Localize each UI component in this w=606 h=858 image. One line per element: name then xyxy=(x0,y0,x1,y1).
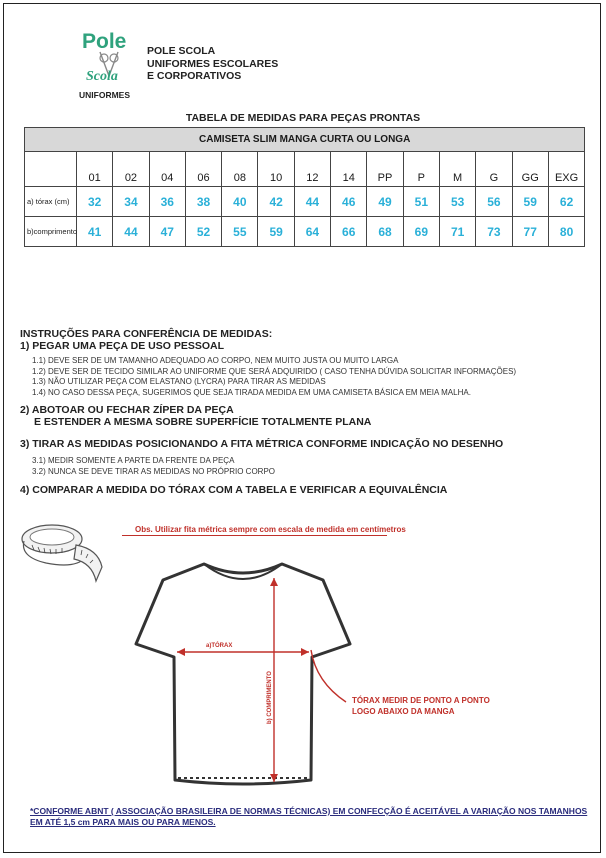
comprimento-row xyxy=(25,217,585,247)
obs-underline xyxy=(122,535,387,536)
step-1-1: 1.1) DEVE SER DE UM TAMANHO ADEQUADO AO CORPO, NEM MUITO JUSTA OU MUITO LARGA xyxy=(32,356,399,365)
size-header: EXG xyxy=(548,152,584,187)
size-header-row xyxy=(25,152,585,187)
size-header: 06 xyxy=(185,152,221,187)
torax-value: 46 xyxy=(331,187,367,217)
instructions-title: INSTRUÇÕES PARA CONFERÊNCIA DE MEDIDAS: xyxy=(20,328,273,340)
torax-value: 62 xyxy=(548,187,584,217)
brand-line-1: POLE SCOLA xyxy=(147,45,216,57)
size-header: 02 xyxy=(113,152,149,187)
torax-value: 56 xyxy=(476,187,512,217)
size-header: PP xyxy=(367,152,403,187)
logo-word-uniformes: UNIFORMES xyxy=(79,90,130,100)
tshirt-diagram xyxy=(128,552,358,797)
size-header: 01 xyxy=(77,152,113,187)
size-header: 12 xyxy=(294,152,330,187)
comprimento-value: 44 xyxy=(113,217,149,247)
brand-line-2: UNIFORMES ESCOLARES xyxy=(147,57,279,70)
step-2-line-1: 2) ABOTOAR OU FECHAR ZÍPER DA PEÇA xyxy=(20,404,234,416)
table-title: TABELA DE MEDIDAS PARA PEÇAS PRONTAS xyxy=(185,112,421,124)
row-label-torax: a) tórax (cm) xyxy=(25,187,77,217)
step-1-2: 1.2) DEVE SER DE TECIDO SIMILAR AO UNIFORME QUE SERÁ ADQUIRIDO ( CASO TENHA DÚVIDA SOLICITAR INFORMAÇÕES) xyxy=(32,366,517,376)
torax-label: a)TÓRAX xyxy=(206,643,233,649)
torax-value: 32 xyxy=(77,187,113,217)
comprimento-value: 52 xyxy=(185,217,221,247)
comprimento-value: 41 xyxy=(77,217,113,247)
comprimento-value: 69 xyxy=(403,217,439,247)
step-1-4: 1.4) NO CASO DESSA PEÇA, SUGERIMOS QUE SEJA TIRADA MEDIDA EM UMA CAMISETA BÁSICA EM MEIA MALHA. xyxy=(32,387,471,397)
step-1-items xyxy=(32,356,516,398)
step-4: 4) COMPARAR A MEDIDA DO TÓRAX COM A TABELA E VERIFICAR A EQUIVALÊNCIA xyxy=(20,484,448,496)
step-3-2: 3.2) NUNCA SE DEVE TIRAR AS MEDIDAS NO PRÓPRIO CORPO xyxy=(32,466,276,476)
torax-value: 53 xyxy=(439,187,475,217)
size-header: 14 xyxy=(331,152,367,187)
comprimento-value: 64 xyxy=(294,217,330,247)
torax-value: 34 xyxy=(113,187,149,217)
torax-value: 38 xyxy=(185,187,221,217)
step-1: 1) PEGAR UMA PEÇA DE USO PESSOAL xyxy=(20,340,225,352)
comprimento-value: 68 xyxy=(367,217,403,247)
comprimento-value: 66 xyxy=(331,217,367,247)
torax-row xyxy=(25,187,585,217)
obs-note: Obs. Utilizar fita métrica sempre com escala de medida em centímetros xyxy=(135,525,406,534)
size-table xyxy=(24,127,585,247)
step-2-line-2: E ESTENDER A MESMA SOBRE SUPERFÍCIE TOTALMENTE PLANA xyxy=(34,416,372,428)
torax-value: 36 xyxy=(149,187,185,217)
comprimento-value: 73 xyxy=(476,217,512,247)
table-caption: CAMISETA SLIM MANGA CURTA OU LONGA xyxy=(25,128,585,152)
comprimento-label: b) COMPRIMENTO xyxy=(267,671,273,724)
brand-line-3: E CORPORATIVOS xyxy=(147,70,242,82)
size-header: G xyxy=(476,152,512,187)
brand-text xyxy=(147,45,278,83)
row-label-comprimento: b)comprimento xyxy=(25,217,77,247)
logo-word-pole: Pole xyxy=(82,30,127,53)
size-header: P xyxy=(403,152,439,187)
size-header: GG xyxy=(512,152,548,187)
size-header: M xyxy=(439,152,475,187)
torax-value: 49 xyxy=(367,187,403,217)
note-line-1: TÓRAX MEDIR DE PONTO A PONTO xyxy=(352,696,490,705)
torax-value: 42 xyxy=(258,187,294,217)
size-header: 10 xyxy=(258,152,294,187)
torax-value: 51 xyxy=(403,187,439,217)
step-3-items xyxy=(32,456,275,477)
comprimento-value: 77 xyxy=(512,217,548,247)
size-header: 04 xyxy=(149,152,185,187)
note-line-2: LOGO ABAIXO DA MANGA xyxy=(352,706,455,716)
tape-measure-icon xyxy=(16,515,112,587)
abnt-footer-note: *CONFORME ABNT ( ASSOCIAÇÃO BRASILEIRA DE NORMAS TÉCNICAS) EM CONFECÇÃO É ACEITÁVEL A VARIAÇÃO NOS TAMANHOS EM ATÉ 1,5 cm PARA MAIS OU PARA MENOS. xyxy=(30,806,588,827)
comprimento-value: 55 xyxy=(222,217,258,247)
torax-value: 40 xyxy=(222,187,258,217)
step-3-1: 3.1) MEDIR SOMENTE A PARTE DA FRENTE DA PEÇA xyxy=(32,456,235,465)
torax-value: 44 xyxy=(294,187,330,217)
comprimento-value: 71 xyxy=(439,217,475,247)
torax-measure-note xyxy=(352,696,490,717)
header-empty-cell xyxy=(25,152,77,187)
step-1-3: 1.3) NÃO UTILIZAR PEÇA COM ELASTANO (LYCRA) PARA TIRAR AS MEDIDAS xyxy=(32,377,326,386)
tshirt-outline xyxy=(136,564,350,784)
comprimento-value: 80 xyxy=(548,217,584,247)
comprimento-value: 47 xyxy=(149,217,185,247)
comprimento-value: 59 xyxy=(258,217,294,247)
pole-scola-logo xyxy=(78,28,140,102)
size-header: 08 xyxy=(222,152,258,187)
step-3: 3) TIRAR AS MEDIDAS POSICIONANDO A FITA MÉTRICA CONFORME INDICAÇÃO NO DESENHO xyxy=(20,438,504,450)
torax-value: 59 xyxy=(512,187,548,217)
logo-word-scola: Scola xyxy=(86,69,118,84)
